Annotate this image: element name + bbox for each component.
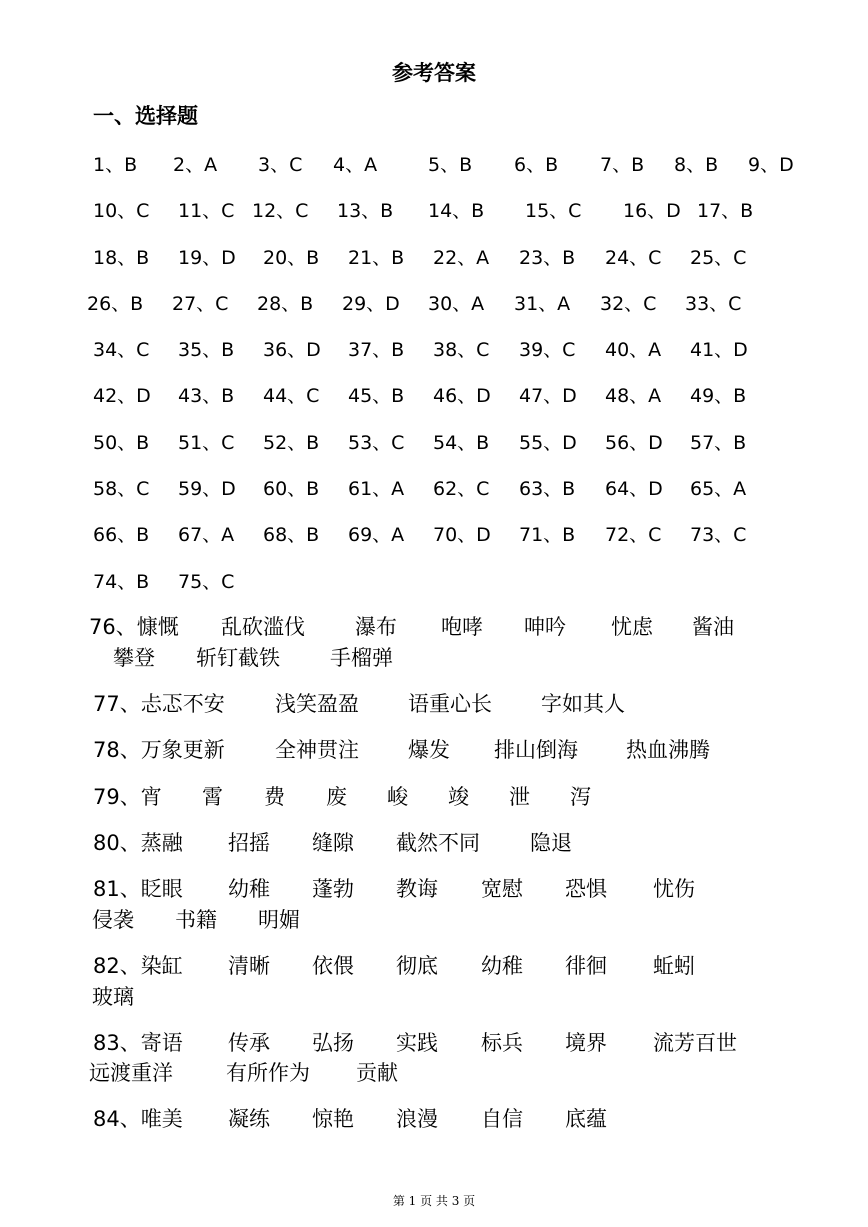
mc-answer: 22、A <box>433 247 490 269</box>
answer-word: 乱砍滥伐 <box>221 615 305 639</box>
answer-word: 书籍 <box>175 908 217 932</box>
mc-answer: 11、C <box>178 200 235 222</box>
answer-word: 78、万象更新 <box>93 738 225 762</box>
mc-answer: 67、A <box>178 524 235 546</box>
answer-word: 有所作为 <box>226 1061 310 1085</box>
mc-answer: 5、B <box>428 154 473 176</box>
mc-answer: 15、C <box>525 200 582 222</box>
mc-answer: 47、D <box>519 385 577 407</box>
mc-answer: 45、B <box>348 385 405 407</box>
mc-answer: 10、C <box>93 200 150 222</box>
mc-answer: 20、B <box>263 247 320 269</box>
answer-word: 爆发 <box>408 738 450 762</box>
answer-line <box>0 643 868 673</box>
mc-answer: 51、C <box>178 432 235 454</box>
mc-row <box>0 428 868 458</box>
answer-word: 惊艳 <box>312 1107 354 1131</box>
answer-word: 泻 <box>570 785 591 809</box>
answer-word: 攀登 <box>113 646 155 670</box>
mc-answer: 39、C <box>519 339 576 361</box>
mc-answer: 8、B <box>674 154 719 176</box>
answer-word: 排山倒海 <box>494 738 578 762</box>
answer-word: 83、寄语 <box>93 1031 183 1055</box>
answer-word: 远渡重洋 <box>89 1061 173 1085</box>
mc-answer: 55、D <box>519 432 577 454</box>
mc-row <box>0 243 868 273</box>
answer-word: 酱油 <box>692 615 734 639</box>
answer-word: 呻吟 <box>524 615 566 639</box>
mc-answer: 50、B <box>93 432 150 454</box>
answer-word: 手榴弹 <box>330 646 393 670</box>
mc-answer: 43、B <box>178 385 235 407</box>
mc-answer: 42、D <box>93 385 151 407</box>
answer-word: 热血沸腾 <box>626 738 710 762</box>
mc-answer: 48、A <box>605 385 662 407</box>
page-footer: 第 1 页 共 3 页 <box>392 1194 476 1208</box>
answer-word: 弘扬 <box>312 1031 354 1055</box>
answer-line <box>0 951 868 981</box>
answer-word: 恐惧 <box>565 877 607 901</box>
mc-answer: 26、B <box>87 293 144 315</box>
mc-answer: 19、D <box>178 247 236 269</box>
mc-answer: 54、B <box>433 432 490 454</box>
mc-answer: 58、C <box>93 478 150 500</box>
mc-answer: 64、D <box>605 478 663 500</box>
answer-word: 浪漫 <box>396 1107 438 1131</box>
mc-answer: 17、B <box>697 200 754 222</box>
mc-answer: 69、A <box>348 524 405 546</box>
answer-word: 凝练 <box>228 1107 270 1131</box>
mc-answer: 41、D <box>690 339 748 361</box>
mc-answer: 14、B <box>428 200 485 222</box>
answer-word: 清晰 <box>228 954 270 978</box>
mc-row <box>0 289 868 319</box>
mc-answer: 2、A <box>173 154 218 176</box>
answer-word: 自信 <box>481 1107 523 1131</box>
answer-line <box>0 689 868 719</box>
answer-word: 标兵 <box>481 1031 523 1055</box>
mc-answer: 68、B <box>263 524 320 546</box>
mc-answer: 56、D <box>605 432 663 454</box>
mc-answer: 73、C <box>690 524 747 546</box>
answer-word: 徘徊 <box>565 954 607 978</box>
mc-answer: 62、C <box>433 478 490 500</box>
answer-word: 彻底 <box>396 954 438 978</box>
section-title-multiple-choice: 一、选择题 <box>93 104 198 128</box>
answer-word: 蓬勃 <box>312 877 354 901</box>
answer-line <box>0 1028 868 1058</box>
answer-word: 霄 <box>202 785 223 809</box>
answer-word: 泄 <box>509 785 530 809</box>
mc-answer: 61、A <box>348 478 405 500</box>
answer-word: 竣 <box>448 785 469 809</box>
mc-row <box>0 520 868 550</box>
answer-word: 传承 <box>228 1031 270 1055</box>
mc-answer: 9、D <box>748 154 794 176</box>
answer-line <box>0 874 868 904</box>
mc-answer: 59、D <box>178 478 236 500</box>
mc-answer: 71、B <box>519 524 576 546</box>
answer-word: 招摇 <box>228 831 270 855</box>
answer-word: 流芳百世 <box>653 1031 737 1055</box>
answer-word: 咆哮 <box>441 615 483 639</box>
answer-line <box>0 782 868 812</box>
mc-answer: 70、D <box>433 524 491 546</box>
answer-word: 幼稚 <box>228 877 270 901</box>
answer-word: 语重心长 <box>408 692 492 716</box>
answer-word: 忧伤 <box>653 877 695 901</box>
answer-word: 费 <box>264 785 285 809</box>
mc-answer: 25、C <box>690 247 747 269</box>
mc-answer: 53、C <box>348 432 405 454</box>
answer-word: 境界 <box>565 1031 607 1055</box>
mc-answer: 37、B <box>348 339 405 361</box>
answer-word: 侵袭 <box>92 908 134 932</box>
answer-word: 77、忐忑不安 <box>93 692 225 716</box>
mc-answer: 6、B <box>514 154 559 176</box>
mc-answer: 36、D <box>263 339 321 361</box>
answer-word: 峻 <box>387 785 408 809</box>
answer-word: 76、慷慨 <box>89 615 179 639</box>
mc-answer: 33、C <box>685 293 742 315</box>
mc-row <box>0 567 868 597</box>
mc-answer: 27、C <box>172 293 229 315</box>
answer-word: 79、宵 <box>93 785 162 809</box>
mc-answer: 72、C <box>605 524 662 546</box>
answer-word: 废 <box>326 785 347 809</box>
answer-word: 84、唯美 <box>93 1107 183 1131</box>
page-title: 参考答案 <box>392 61 476 85</box>
mc-row <box>0 474 868 504</box>
answer-line <box>0 735 868 765</box>
answer-line <box>0 982 868 1012</box>
mc-answer: 13、B <box>337 200 394 222</box>
mc-answer: 24、C <box>605 247 662 269</box>
mc-answer: 63、B <box>519 478 576 500</box>
answer-word: 宽慰 <box>481 877 523 901</box>
mc-row <box>0 150 868 180</box>
mc-answer: 74、B <box>93 571 150 593</box>
mc-answer: 38、C <box>433 339 490 361</box>
mc-answer: 66、B <box>93 524 150 546</box>
mc-answer: 31、A <box>514 293 571 315</box>
mc-answer: 44、C <box>263 385 320 407</box>
mc-answer: 21、B <box>348 247 405 269</box>
mc-answer: 40、A <box>605 339 662 361</box>
mc-row <box>0 381 868 411</box>
answer-word: 明媚 <box>258 908 300 932</box>
answer-word: 82、染缸 <box>93 954 183 978</box>
answer-word: 81、眨眼 <box>93 877 183 901</box>
answer-word: 教诲 <box>396 877 438 901</box>
mc-answer: 12、C <box>252 200 309 222</box>
answer-line <box>0 612 868 642</box>
answer-line <box>0 905 868 935</box>
answer-word: 贡献 <box>356 1061 398 1085</box>
mc-answer: 18、B <box>93 247 150 269</box>
answer-word: 全神贯注 <box>275 738 359 762</box>
answer-word: 幼稚 <box>481 954 523 978</box>
mc-row <box>0 196 868 226</box>
mc-answer: 60、B <box>263 478 320 500</box>
mc-answer: 23、B <box>519 247 576 269</box>
mc-answer: 3、C <box>258 154 303 176</box>
answer-word: 玻璃 <box>92 985 134 1009</box>
mc-row <box>0 335 868 365</box>
mc-answer: 49、B <box>690 385 747 407</box>
answer-word: 隐退 <box>530 831 572 855</box>
mc-answer: 16、D <box>623 200 681 222</box>
answer-word: 瀑布 <box>355 615 397 639</box>
answer-line <box>0 828 868 858</box>
mc-answer: 29、D <box>342 293 400 315</box>
mc-answer: 46、D <box>433 385 491 407</box>
answer-line <box>0 1058 868 1088</box>
mc-answer: 52、B <box>263 432 320 454</box>
answer-word: 字如其人 <box>541 692 625 716</box>
answer-word: 80、蒸融 <box>93 831 183 855</box>
mc-answer: 35、B <box>178 339 235 361</box>
mc-answer: 28、B <box>257 293 314 315</box>
answer-word: 实践 <box>396 1031 438 1055</box>
mc-answer: 4、A <box>333 154 378 176</box>
mc-answer: 75、C <box>178 571 235 593</box>
answer-line <box>0 1104 868 1134</box>
answer-word: 忧虑 <box>611 615 653 639</box>
mc-answer: 30、A <box>428 293 485 315</box>
answer-word: 斩钉截铁 <box>196 646 280 670</box>
mc-answer: 7、B <box>600 154 645 176</box>
answer-word: 蚯蚓 <box>653 954 695 978</box>
mc-answer: 57、B <box>690 432 747 454</box>
mc-answer: 34、C <box>93 339 150 361</box>
answer-word: 底蕴 <box>565 1107 607 1131</box>
answer-word: 依偎 <box>312 954 354 978</box>
mc-answer: 1、B <box>93 154 138 176</box>
answer-word: 缝隙 <box>312 831 354 855</box>
answer-word: 截然不同 <box>396 831 480 855</box>
mc-answer: 65、A <box>690 478 747 500</box>
answer-word: 浅笑盈盈 <box>275 692 359 716</box>
mc-answer: 32、C <box>600 293 657 315</box>
